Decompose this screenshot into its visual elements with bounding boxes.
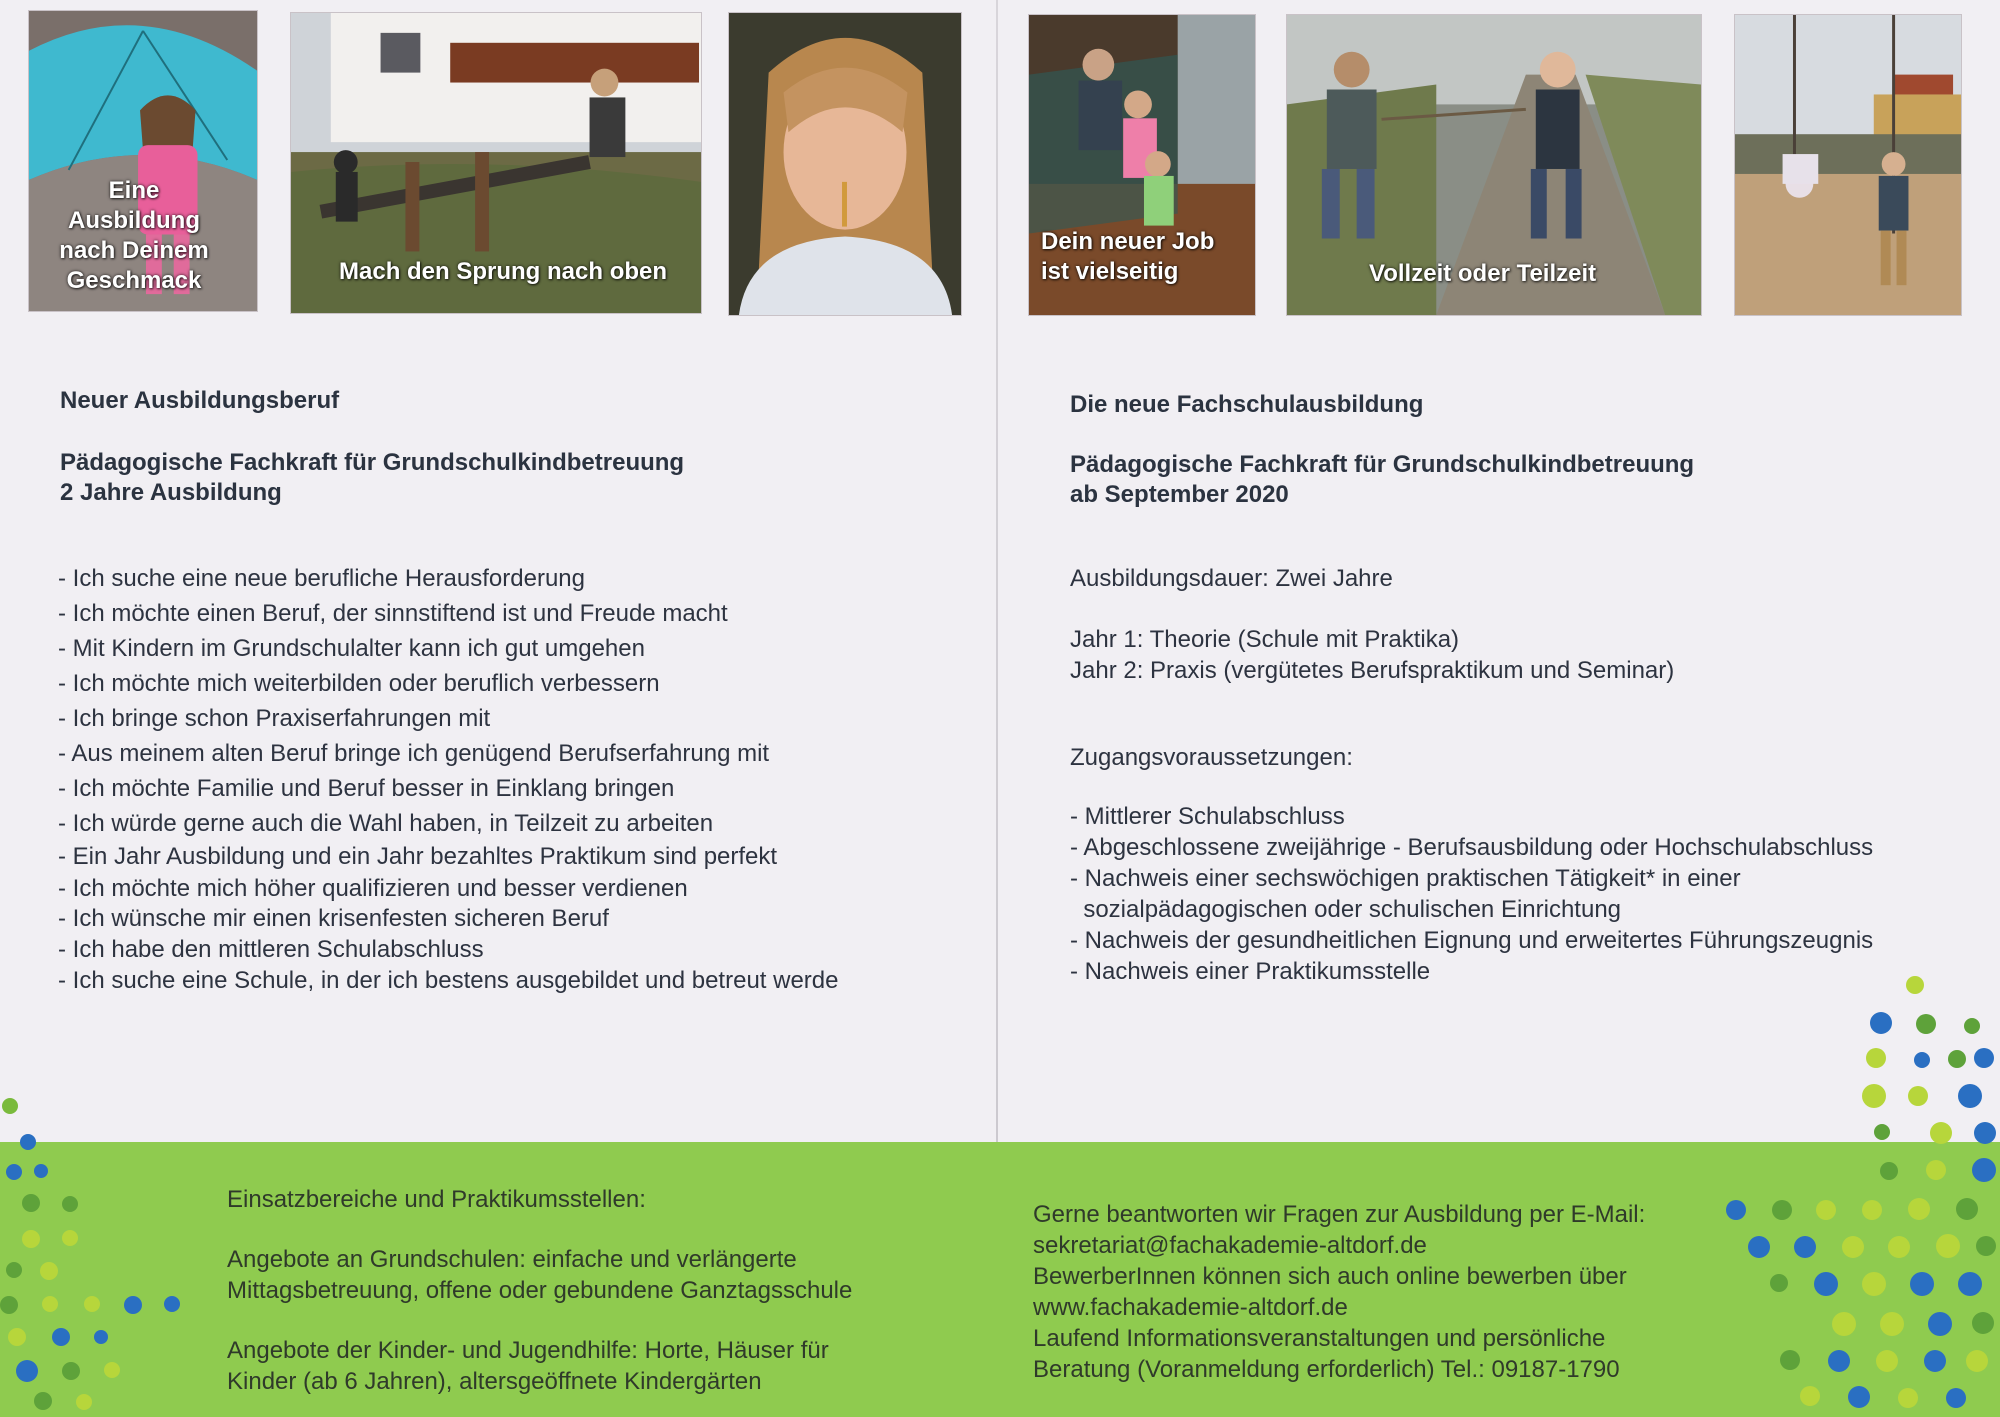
list-item: - Ich möchte einen Beruf, der sinnstiftend ist und Freude macht [58, 600, 728, 627]
photo-veranda-children [1028, 14, 1256, 316]
list-item: - Nachweis einer Praktikumsstelle [1070, 958, 1431, 985]
list-item: - Ich möchte mich höher qualifizieren und besser verdienen [58, 875, 688, 902]
dot [1828, 1350, 1850, 1372]
left-subtitle-line2: 2 Jahre Ausbildung [60, 479, 282, 506]
list-item: - Ich suche eine neue berufliche Herausforderung [58, 565, 585, 592]
dot [104, 1362, 120, 1378]
dot [1966, 1350, 1988, 1372]
photo-caption: Vollzeit oder Teilzeit [1369, 260, 1597, 287]
dot [62, 1362, 80, 1380]
photo-swings [1734, 14, 1962, 316]
photo-seesaw [290, 12, 702, 314]
school-offers-line1: Angebote an Grundschulen: einfache und verlängerte [227, 1246, 797, 1273]
right-title: Die neue Fachschulausbildung [1070, 391, 1424, 418]
list-item: - Nachweis der gesundheitlichen Eignung und erweitertes Führungszeugnis [1070, 927, 1874, 954]
dot [1914, 1052, 1930, 1068]
dot [1974, 1048, 1994, 1068]
dot [1910, 1272, 1934, 1296]
dot [34, 1392, 52, 1410]
dot [8, 1328, 26, 1346]
list-item: - Ich möchte Familie und Beruf besser in Einklang bringen [58, 775, 675, 802]
dot [0, 1296, 18, 1314]
list-item: - Mit Kindern im Grundschulalter kann ich gut umgehen [58, 635, 645, 662]
dot [1898, 1388, 1918, 1408]
photo-portrait-girl-image [729, 13, 961, 315]
dot [16, 1360, 38, 1382]
photo-portrait-girl [728, 12, 962, 316]
dot [62, 1196, 78, 1212]
right-subtitle-line1: Pädagogische Fachkraft für Grundschulkindbetreuung [1070, 451, 1695, 478]
year-two: Jahr 2: Praxis (vergütetes Berufspraktikum und Seminar) [1070, 657, 1675, 684]
photo-path-children [1286, 14, 1702, 316]
dot [1876, 1350, 1898, 1372]
training-duration: Ausbildungsdauer: Zwei Jahre [1070, 565, 1393, 592]
dot [2, 1098, 18, 1114]
list-item: - Aus meinem alten Beruf bringe ich genügend Berufserfahrung mit [58, 740, 770, 767]
photo-caption: Dein neuer Job ist vielseitig [1041, 228, 1215, 285]
list-item: - Nachweis einer sechswöchigen praktischen Tätigkeit* in einer [1070, 865, 1741, 892]
dot [1848, 1386, 1870, 1408]
dot [40, 1262, 58, 1280]
dot [1874, 1124, 1890, 1140]
dot [52, 1328, 70, 1346]
dot [84, 1296, 100, 1312]
photo-caption: Eine Ausbildung nach Deinem Geschmack [59, 177, 209, 294]
website-url: www.fachakademie-altdorf.de [1033, 1294, 1348, 1321]
dot [1814, 1272, 1838, 1296]
dot [1794, 1236, 1816, 1258]
left-title: Neuer Ausbildungsberuf [60, 387, 340, 414]
dot [22, 1230, 40, 1248]
dot [1976, 1236, 1996, 1256]
dot [124, 1296, 142, 1314]
contact-email: sekretariat@fachakademie-altdorf.de [1033, 1232, 1427, 1259]
dot [1888, 1236, 1910, 1258]
dot [1726, 1200, 1746, 1220]
decorative-dots-right [1720, 970, 2000, 1417]
dot [62, 1230, 78, 1246]
list-item: - Mittlerer Schulabschluss [1070, 803, 1345, 830]
dot [1800, 1386, 1820, 1406]
dot [1908, 1198, 1930, 1220]
dot [1948, 1050, 1966, 1068]
dot [1862, 1084, 1886, 1108]
year-one: Jahr 1: Theorie (Schule mit Praktika) [1070, 626, 1460, 653]
dot [22, 1194, 40, 1212]
youth-offers-line1: Angebote der Kinder- und Jugendhilfe: Horte, Häuser für [227, 1337, 829, 1364]
consultation-phone: Beratung (Voranmeldung erforderlich) Tel.: 09187-1790 [1033, 1356, 1620, 1383]
dot [1870, 1012, 1892, 1034]
dot [1880, 1162, 1898, 1180]
dot [1866, 1048, 1886, 1068]
dot [1862, 1200, 1882, 1220]
decorative-dots-left [0, 1090, 200, 1417]
list-item: - Abgeschlossene zweijährige - Berufsausbildung oder Hochschulabschluss [1070, 834, 1874, 861]
dot [1972, 1312, 1994, 1334]
left-subtitle-line1: Pädagogische Fachkraft für Grundschulkindbetreuung [60, 449, 685, 476]
list-item: - Ich suche eine Schule, in der ich bestens ausgebildet und betreut werde [58, 967, 839, 994]
dot [1780, 1350, 1800, 1370]
list-item: sozialpädagogischen oder schulischen Einrichtung [1070, 896, 1622, 923]
online-application-text: BewerberInnen können sich auch online bewerben über [1033, 1263, 1627, 1290]
dot [20, 1134, 36, 1150]
photo-umbrella-girl [28, 10, 258, 312]
dot [1842, 1236, 1864, 1258]
dot [1958, 1084, 1982, 1108]
dot [1974, 1122, 1996, 1144]
dot [1880, 1312, 1904, 1336]
list-item: - Ich bringe schon Praxiserfahrungen mit [58, 705, 491, 732]
deployment-title: Einsatzbereiche und Praktikumsstellen: [227, 1186, 646, 1213]
dot [1748, 1236, 1770, 1258]
requirements-list [1070, 801, 1970, 987]
band-left-text [227, 1184, 967, 1397]
left-column [60, 386, 960, 508]
dot [1816, 1200, 1836, 1220]
dot [42, 1296, 58, 1312]
dot [1972, 1158, 1996, 1182]
dot [1770, 1274, 1788, 1292]
school-offers-line2: Mittagsbetreuung, offene oder gebundene Ganztagsschule [227, 1277, 853, 1304]
youth-offers-line2: Kinder (ab 6 Jahren), altersgeöffnete Kindergärten [227, 1368, 762, 1395]
dot [6, 1164, 22, 1180]
dot [1930, 1122, 1952, 1144]
list-item: - Ich wünsche mir einen krisenfesten sicheren Beruf [58, 905, 609, 932]
dot [1946, 1388, 1966, 1408]
photo-caption: Mach den Sprung nach oben [339, 258, 668, 285]
left-reasons-list [58, 562, 978, 996]
dot [34, 1164, 48, 1178]
list-item: - Ich würde gerne auch die Wahl haben, in Teilzeit zu arbeiten [58, 810, 714, 837]
dot [1956, 1198, 1978, 1220]
list-item: - Ein Jahr Ausbildung und ein Jahr bezahltes Praktikum sind perfekt [58, 843, 778, 870]
dot [1916, 1014, 1936, 1034]
list-item: - Ich möchte mich weiterbilden oder beruflich verbessern [58, 670, 660, 697]
dot [164, 1296, 180, 1312]
dot [1908, 1086, 1928, 1106]
right-subtitle-line2: ab September 2020 [1070, 481, 1289, 508]
info-events-text: Laufend Informationsveranstaltungen und persönliche [1033, 1325, 1606, 1352]
dot [94, 1330, 108, 1344]
right-column [1070, 390, 1970, 987]
dot [6, 1262, 22, 1278]
dot [1964, 1018, 1980, 1034]
photo-swings-image [1735, 15, 1961, 315]
dot [1936, 1234, 1960, 1258]
requirements-title: Zugangsvoraussetzungen: [1070, 744, 1353, 771]
dot [1928, 1312, 1952, 1336]
dot [1924, 1350, 1946, 1372]
dot [1906, 976, 1924, 994]
dot [1832, 1312, 1856, 1336]
dot [76, 1394, 92, 1410]
dot [1772, 1200, 1792, 1220]
list-item: - Ich habe den mittleren Schulabschluss [58, 936, 484, 963]
dot [1958, 1272, 1982, 1296]
dot [1926, 1160, 1946, 1180]
band-right-text [1033, 1199, 1733, 1385]
dot [1862, 1272, 1886, 1296]
contact-intro: Gerne beantworten wir Fragen zur Ausbildung per E-Mail: [1033, 1201, 1646, 1228]
